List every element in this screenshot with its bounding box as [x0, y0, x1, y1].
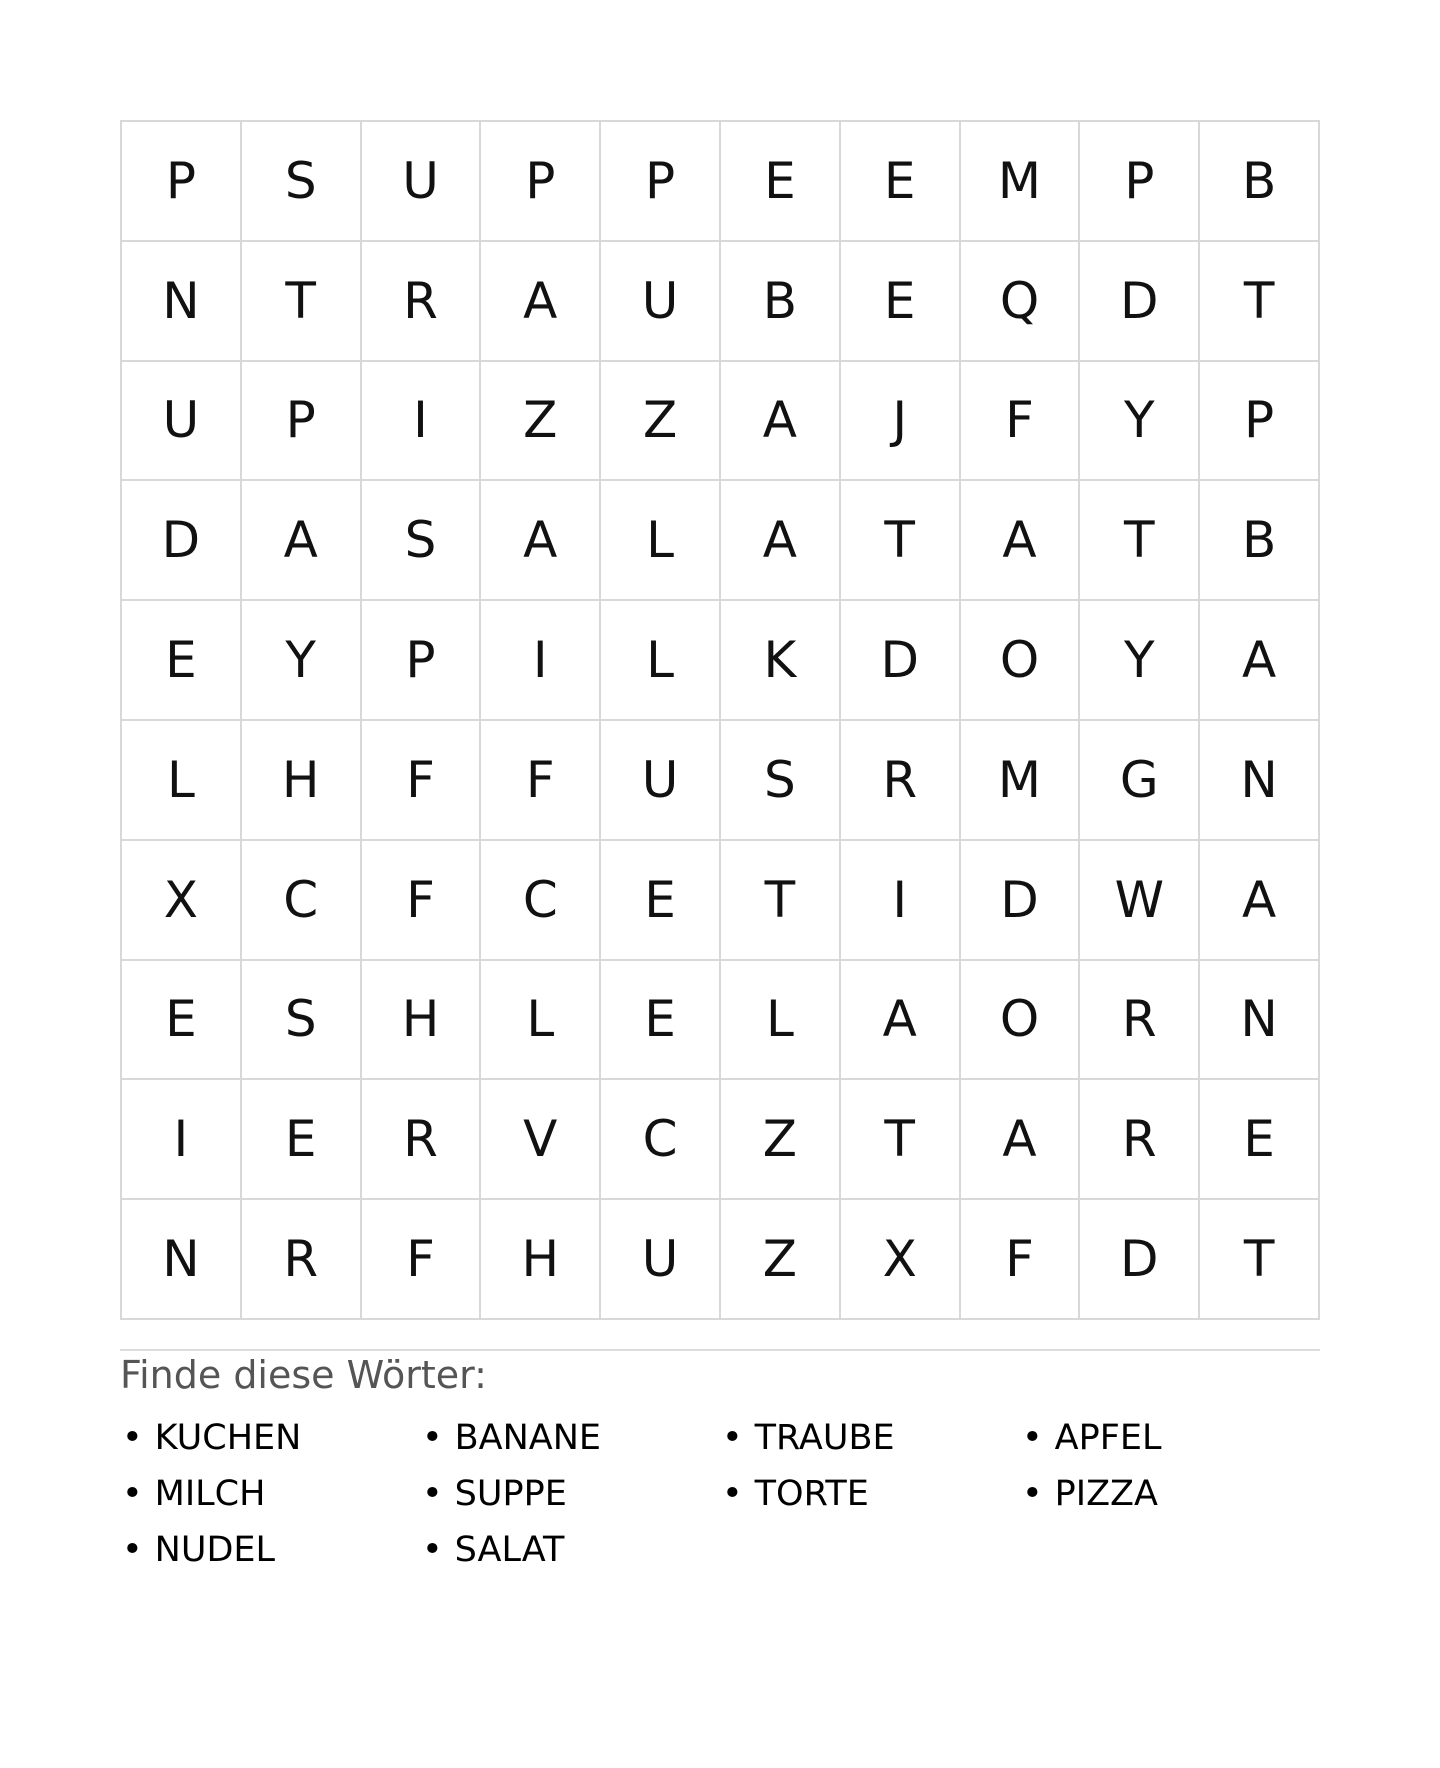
- letter-cell[interactable]: U: [122, 362, 242, 482]
- letter-cell[interactable]: R: [841, 721, 961, 841]
- letter-cell[interactable]: P: [122, 122, 242, 242]
- letter-cell[interactable]: A: [242, 481, 362, 601]
- letter-cell[interactable]: S: [721, 721, 841, 841]
- letter-cell[interactable]: R: [242, 1200, 362, 1320]
- bullet-icon: •: [722, 1418, 743, 1458]
- letter-cell[interactable]: Y: [242, 601, 362, 721]
- letter-cell[interactable]: Q: [961, 242, 1081, 362]
- letter-cell[interactable]: T: [841, 481, 961, 601]
- letter-cell[interactable]: I: [481, 601, 601, 721]
- letter-cell[interactable]: T: [1200, 242, 1320, 362]
- letter-cell[interactable]: U: [601, 1200, 721, 1320]
- letter-cell[interactable]: N: [1200, 961, 1320, 1081]
- letter-cell[interactable]: E: [601, 961, 721, 1081]
- letter-cell[interactable]: I: [122, 1080, 242, 1200]
- word-list-item: [122, 1522, 422, 1578]
- letter-cell[interactable]: F: [362, 721, 482, 841]
- letter-cell[interactable]: F: [961, 362, 1081, 482]
- word-list-item: [722, 1466, 1022, 1522]
- letter-cell[interactable]: W: [1080, 841, 1200, 961]
- word-list-item: [122, 1466, 422, 1522]
- letter-cell[interactable]: S: [362, 481, 482, 601]
- letter-cell[interactable]: C: [242, 841, 362, 961]
- letter-cell[interactable]: E: [122, 961, 242, 1081]
- letter-cell[interactable]: A: [481, 481, 601, 601]
- letter-cell[interactable]: O: [961, 961, 1081, 1081]
- letter-cell[interactable]: P: [1080, 122, 1200, 242]
- letter-cell[interactable]: N: [1200, 721, 1320, 841]
- letter-cell[interactable]: P: [242, 362, 362, 482]
- letter-cell[interactable]: B: [1200, 122, 1320, 242]
- bullet-icon: •: [422, 1530, 443, 1570]
- word-label: SUPPE: [454, 1474, 567, 1514]
- letter-cell[interactable]: A: [961, 481, 1081, 601]
- letter-cell[interactable]: Y: [1080, 601, 1200, 721]
- bullet-icon: •: [422, 1418, 443, 1458]
- letter-cell[interactable]: U: [362, 122, 482, 242]
- letter-cell[interactable]: J: [841, 362, 961, 482]
- letter-cell[interactable]: U: [601, 242, 721, 362]
- letter-cell[interactable]: Y: [1080, 362, 1200, 482]
- letter-cell[interactable]: A: [1200, 601, 1320, 721]
- letter-cell[interactable]: H: [362, 961, 482, 1081]
- letter-cell[interactable]: R: [362, 242, 482, 362]
- letter-cell[interactable]: N: [122, 1200, 242, 1320]
- word-label: MILCH: [154, 1474, 266, 1514]
- letter-cell[interactable]: T: [1080, 481, 1200, 601]
- letter-cell[interactable]: Z: [481, 362, 601, 482]
- letter-cell[interactable]: F: [362, 1200, 482, 1320]
- bullet-icon: •: [122, 1530, 143, 1570]
- letter-cell[interactable]: L: [601, 601, 721, 721]
- letter-cell[interactable]: Z: [721, 1080, 841, 1200]
- bullet-icon: •: [1022, 1418, 1043, 1458]
- word-list-item: [1022, 1410, 1322, 1466]
- letter-cell[interactable]: R: [362, 1080, 482, 1200]
- word-label: BANANE: [454, 1418, 602, 1458]
- letter-cell[interactable]: P: [362, 601, 482, 721]
- letter-cell[interactable]: C: [601, 1080, 721, 1200]
- word-label: NUDEL: [154, 1530, 276, 1570]
- letter-cell[interactable]: Z: [601, 362, 721, 482]
- bullet-icon: •: [422, 1474, 443, 1514]
- letter-cell[interactable]: V: [481, 1080, 601, 1200]
- word-label: KUCHEN: [154, 1418, 302, 1458]
- letter-cell[interactable]: M: [961, 122, 1081, 242]
- letter-cell[interactable]: L: [122, 721, 242, 841]
- letter-cell[interactable]: S: [242, 122, 362, 242]
- word-list-item: [422, 1410, 722, 1466]
- letter-cell[interactable]: D: [961, 841, 1081, 961]
- letter-cell[interactable]: I: [841, 841, 961, 961]
- letter-cell[interactable]: X: [841, 1200, 961, 1320]
- word-list-item: [422, 1522, 722, 1578]
- words-heading: Finde diese Wörter:: [120, 1353, 487, 1397]
- letter-cell[interactable]: F: [961, 1200, 1081, 1320]
- letter-cell[interactable]: S: [242, 961, 362, 1081]
- letter-cell[interactable]: X: [122, 841, 242, 961]
- bullet-icon: •: [722, 1474, 743, 1514]
- letter-cell[interactable]: M: [961, 721, 1081, 841]
- letter-cell[interactable]: T: [841, 1080, 961, 1200]
- letter-cell[interactable]: I: [362, 362, 482, 482]
- word-label: TRAUBE: [754, 1418, 895, 1458]
- word-label: TORTE: [754, 1474, 869, 1514]
- word-label: PIZZA: [1054, 1474, 1158, 1514]
- word-list: [122, 1410, 1322, 1578]
- letter-cell[interactable]: R: [1080, 1080, 1200, 1200]
- letter-cell[interactable]: H: [481, 1200, 601, 1320]
- letter-cell[interactable]: A: [841, 961, 961, 1081]
- bullet-icon: •: [122, 1474, 143, 1514]
- bullet-icon: •: [1022, 1474, 1043, 1514]
- divider: [120, 1349, 1320, 1351]
- letter-cell[interactable]: A: [721, 362, 841, 482]
- letter-cell[interactable]: A: [721, 481, 841, 601]
- letter-cell[interactable]: Z: [721, 1200, 841, 1320]
- letter-cell[interactable]: G: [1080, 721, 1200, 841]
- letter-cell[interactable]: A: [961, 1080, 1081, 1200]
- letter-cell[interactable]: R: [1080, 961, 1200, 1081]
- word-list-item: [422, 1466, 722, 1522]
- letter-cell[interactable]: U: [601, 721, 721, 841]
- letter-cell[interactable]: P: [481, 122, 601, 242]
- word-label: SALAT: [454, 1530, 565, 1570]
- letter-cell[interactable]: L: [721, 961, 841, 1081]
- letter-cell[interactable]: D: [1080, 1200, 1200, 1320]
- letter-cell[interactable]: A: [481, 242, 601, 362]
- bullet-icon: •: [122, 1418, 143, 1458]
- letter-cell[interactable]: E: [841, 122, 961, 242]
- letter-cell[interactable]: T: [721, 841, 841, 961]
- letter-cell[interactable]: E: [1200, 1080, 1320, 1200]
- word-list-item: [1022, 1466, 1322, 1522]
- word-list-item: [122, 1410, 422, 1466]
- letter-cell[interactable]: E: [122, 601, 242, 721]
- letter-cell[interactable]: D: [1080, 242, 1200, 362]
- letter-cell[interactable]: B: [721, 242, 841, 362]
- letter-cell[interactable]: L: [601, 481, 721, 601]
- letter-cell[interactable]: E: [601, 841, 721, 961]
- word-list-item: [722, 1410, 1022, 1466]
- letter-cell[interactable]: T: [1200, 1200, 1320, 1320]
- letter-cell[interactable]: F: [481, 721, 601, 841]
- letter-cell[interactable]: D: [122, 481, 242, 601]
- letter-cell[interactable]: E: [242, 1080, 362, 1200]
- letter-cell[interactable]: N: [122, 242, 242, 362]
- letter-cell[interactable]: H: [242, 721, 362, 841]
- letter-cell[interactable]: L: [481, 961, 601, 1081]
- letter-cell[interactable]: P: [1200, 362, 1320, 482]
- letter-cell[interactable]: E: [721, 122, 841, 242]
- letter-cell[interactable]: D: [841, 601, 961, 721]
- letter-cell[interactable]: C: [481, 841, 601, 961]
- letter-cell[interactable]: F: [362, 841, 482, 961]
- letter-cell[interactable]: P: [601, 122, 721, 242]
- letter-cell[interactable]: T: [242, 242, 362, 362]
- word-label: APFEL: [1054, 1418, 1162, 1458]
- letter-cell[interactable]: E: [841, 242, 961, 362]
- letter-cell[interactable]: O: [961, 601, 1081, 721]
- letter-cell[interactable]: K: [721, 601, 841, 721]
- letter-grid: [120, 120, 1320, 1320]
- letter-cell[interactable]: B: [1200, 481, 1320, 601]
- letter-cell[interactable]: A: [1200, 841, 1320, 961]
